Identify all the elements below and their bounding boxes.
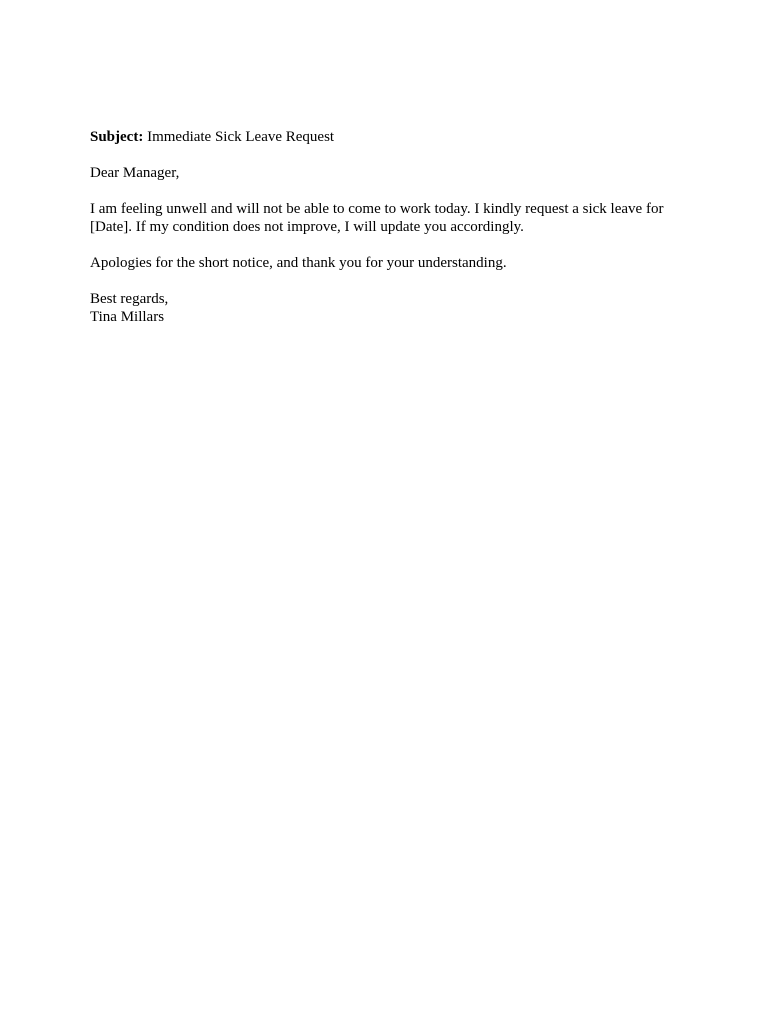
body-paragraph bbox=[90, 200, 680, 236]
letter-body bbox=[90, 128, 680, 344]
signature-block bbox=[90, 290, 680, 326]
greeting: Dear Manager, bbox=[90, 165, 180, 181]
subject-label: Subject: bbox=[90, 129, 144, 145]
subject-text: Immediate Sick Leave Request bbox=[147, 129, 335, 145]
signature-name: Tina Millars bbox=[90, 309, 165, 325]
closing: Best regards, bbox=[90, 291, 169, 307]
body-line-1: I am feeling unwell and will not be able to come to work today. I kindly request a sick leave for bbox=[90, 201, 664, 217]
body-line-2: [Date]. If my condition does not improve, I will update you accordingly. bbox=[90, 219, 524, 235]
apology-paragraph: Apologies for the short notice, and thank you for your understanding. bbox=[90, 255, 507, 271]
subject-line bbox=[90, 128, 680, 146]
